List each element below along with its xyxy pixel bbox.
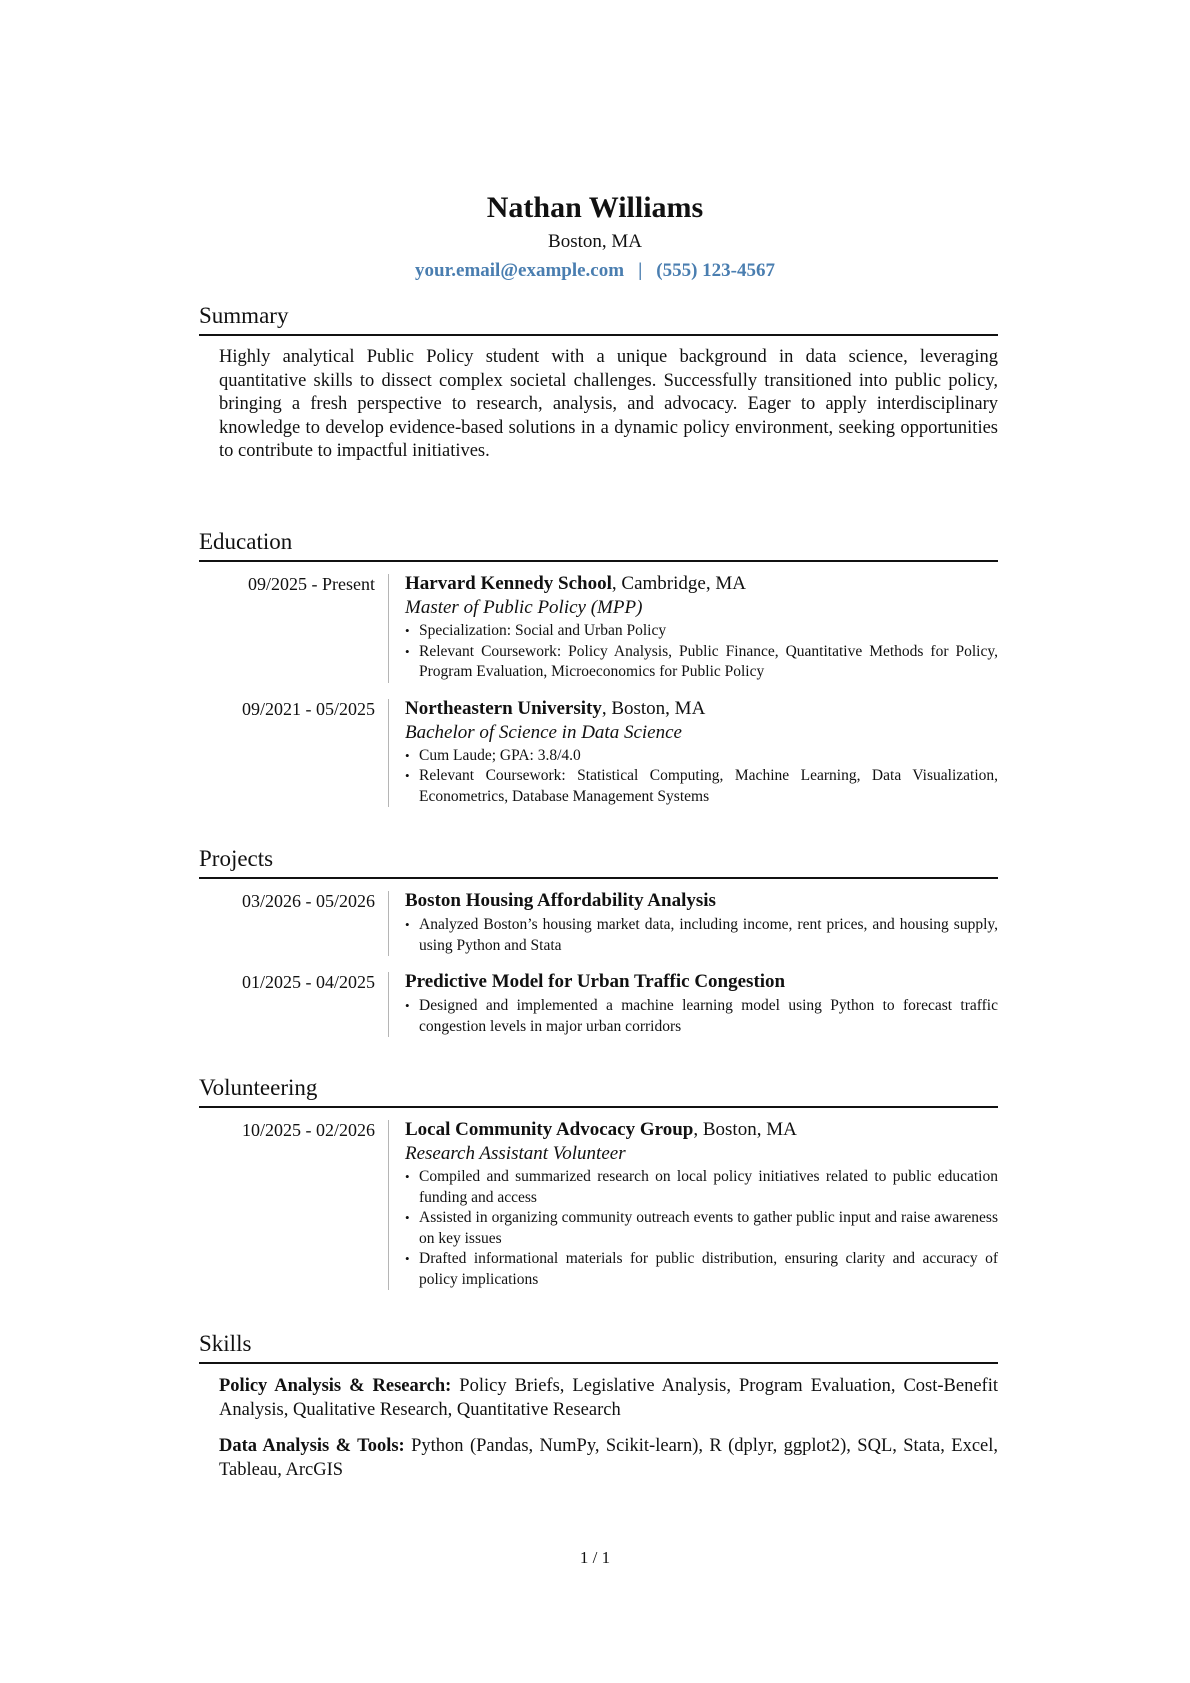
section-title-projects: Projects [199, 845, 998, 879]
education-section [199, 528, 998, 807]
degree-name: Master of Public Policy (MPP) [405, 597, 643, 618]
entry-date: 03/2026 - 05/2026 [242, 891, 375, 911]
email-link[interactable]: your.email@example.com [415, 260, 625, 281]
contact-separator: | [638, 260, 643, 281]
entry-title [405, 889, 998, 913]
candidate-name: Nathan Williams [486, 191, 704, 224]
volunteering-entry [199, 1118, 998, 1290]
bullet-item: • Drafted informational materials for public distribution, ensuring clarity and accuracy of policy implications [405, 1249, 998, 1290]
bullet-list [405, 915, 998, 956]
phone-link[interactable]: (555) 123-4567 [656, 260, 775, 281]
volunteering-section [199, 1074, 998, 1290]
entry-body [389, 1118, 998, 1290]
entry-title [405, 1118, 998, 1142]
skill-group-values: Policy Briefs, Legislative Analysis, Program Evaluation, Cost-Benefit Analysis, Qualitative Research, Quantitative Research [219, 1376, 999, 1420]
skill-group [219, 1374, 998, 1422]
entry-title [405, 697, 998, 721]
bullet-item: • Specialization: Social and Urban Policy [405, 621, 998, 642]
entry-body [389, 697, 998, 808]
education-entry [199, 572, 998, 683]
project-entry [199, 889, 998, 956]
institution-location: , Boston, MA [601, 697, 706, 719]
section-title-skills: Skills [199, 1330, 998, 1364]
bullet-item: • Relevant Coursework: Statistical Computing, Machine Learning, Data Visualization, Econometrics, Database Management Systems [405, 766, 998, 807]
candidate-location: Boston, MA [548, 231, 642, 252]
entry-date: 10/2025 - 02/2026 [242, 1120, 375, 1140]
bullet-list [405, 996, 998, 1037]
project-name: Boston Housing Affordability Analysis [405, 890, 716, 911]
organization-location: , Boston, MA [693, 1119, 797, 1140]
bullet-item: • Assisted in organizing community outreach events to gather public input and raise awareness on key issues [405, 1208, 998, 1249]
entry-date: 09/2021 - 05/2025 [242, 698, 375, 719]
section-title-summary: Summary [199, 302, 998, 336]
degree-name: Bachelor of Science in Data Science [405, 721, 682, 743]
project-name: Predictive Model for Urban Traffic Congestion [405, 971, 786, 992]
bullet-item: • Cum Laude; GPA: 3.8/4.0 [405, 746, 998, 767]
page-number: 1 / 1 [579, 1548, 611, 1567]
institution-name: Northeastern University [405, 697, 602, 719]
contact-line [0, 259, 1190, 283]
organization-name: Local Community Advocacy Group [405, 1119, 694, 1140]
institution-location: , Cambridge, MA [611, 573, 746, 594]
skill-group [219, 1434, 998, 1482]
section-title-education: Education [199, 528, 998, 562]
entry-date: 09/2025 - Present [248, 574, 375, 594]
entry-body [389, 572, 998, 683]
summary-text: Highly analytical Public Policy student with a unique background in data science, leveraging quantitative skills to dissect complex societal challenges. Successfully transitioned into public policy, bringing a fresh perspective to research, analysis, and advocacy. Eager to apply interdisciplinary knowledge to develop evidence-based solutions in a dynamic policy environment, seeking opportunities to contribute to impactful initiatives. [219, 347, 998, 461]
bullet-list [405, 621, 998, 683]
summary-section [199, 302, 998, 464]
entry-title [405, 572, 998, 596]
entry-body [389, 889, 998, 956]
resume-header [0, 190, 1190, 283]
skills-section [199, 1330, 998, 1482]
section-title-volunteering: Volunteering [199, 1074, 998, 1108]
bullet-item: • Relevant Coursework: Policy Analysis, Public Finance, Quantitative Methods for Policy, Program Evaluation, Microeconomics for Public Policy [405, 642, 998, 683]
skill-group-label: Policy Analysis & Research: [219, 1376, 452, 1396]
skill-group-label: Data Analysis & Tools: [219, 1436, 405, 1456]
institution-name: Harvard Kennedy School [405, 573, 612, 594]
entry-title [405, 970, 998, 994]
project-entry [199, 970, 998, 1037]
bullet-item: • Compiled and summarized research on local policy initiatives related to public education funding and access [405, 1167, 998, 1208]
bullet-item: • Designed and implemented a machine learning model using Python to forecast traffic congestion levels in major urban corridors [405, 996, 998, 1037]
bullet-item: • Analyzed Boston’s housing market data, including income, rent prices, and housing supply, using Python and Stata [405, 915, 998, 956]
skill-group-values: Python (Pandas, NumPy, Scikit-learn), R (dplyr, ggplot2), SQL, Stata, Excel, Tableau, ArcGIS [219, 1436, 999, 1480]
entry-body [389, 970, 998, 1037]
projects-section [199, 845, 998, 1037]
bullet-list [405, 746, 998, 808]
bullet-list [405, 1167, 998, 1290]
entry-date: 01/2025 - 04/2025 [242, 972, 375, 992]
education-entry [199, 697, 998, 808]
role-title: Research Assistant Volunteer [405, 1143, 626, 1164]
